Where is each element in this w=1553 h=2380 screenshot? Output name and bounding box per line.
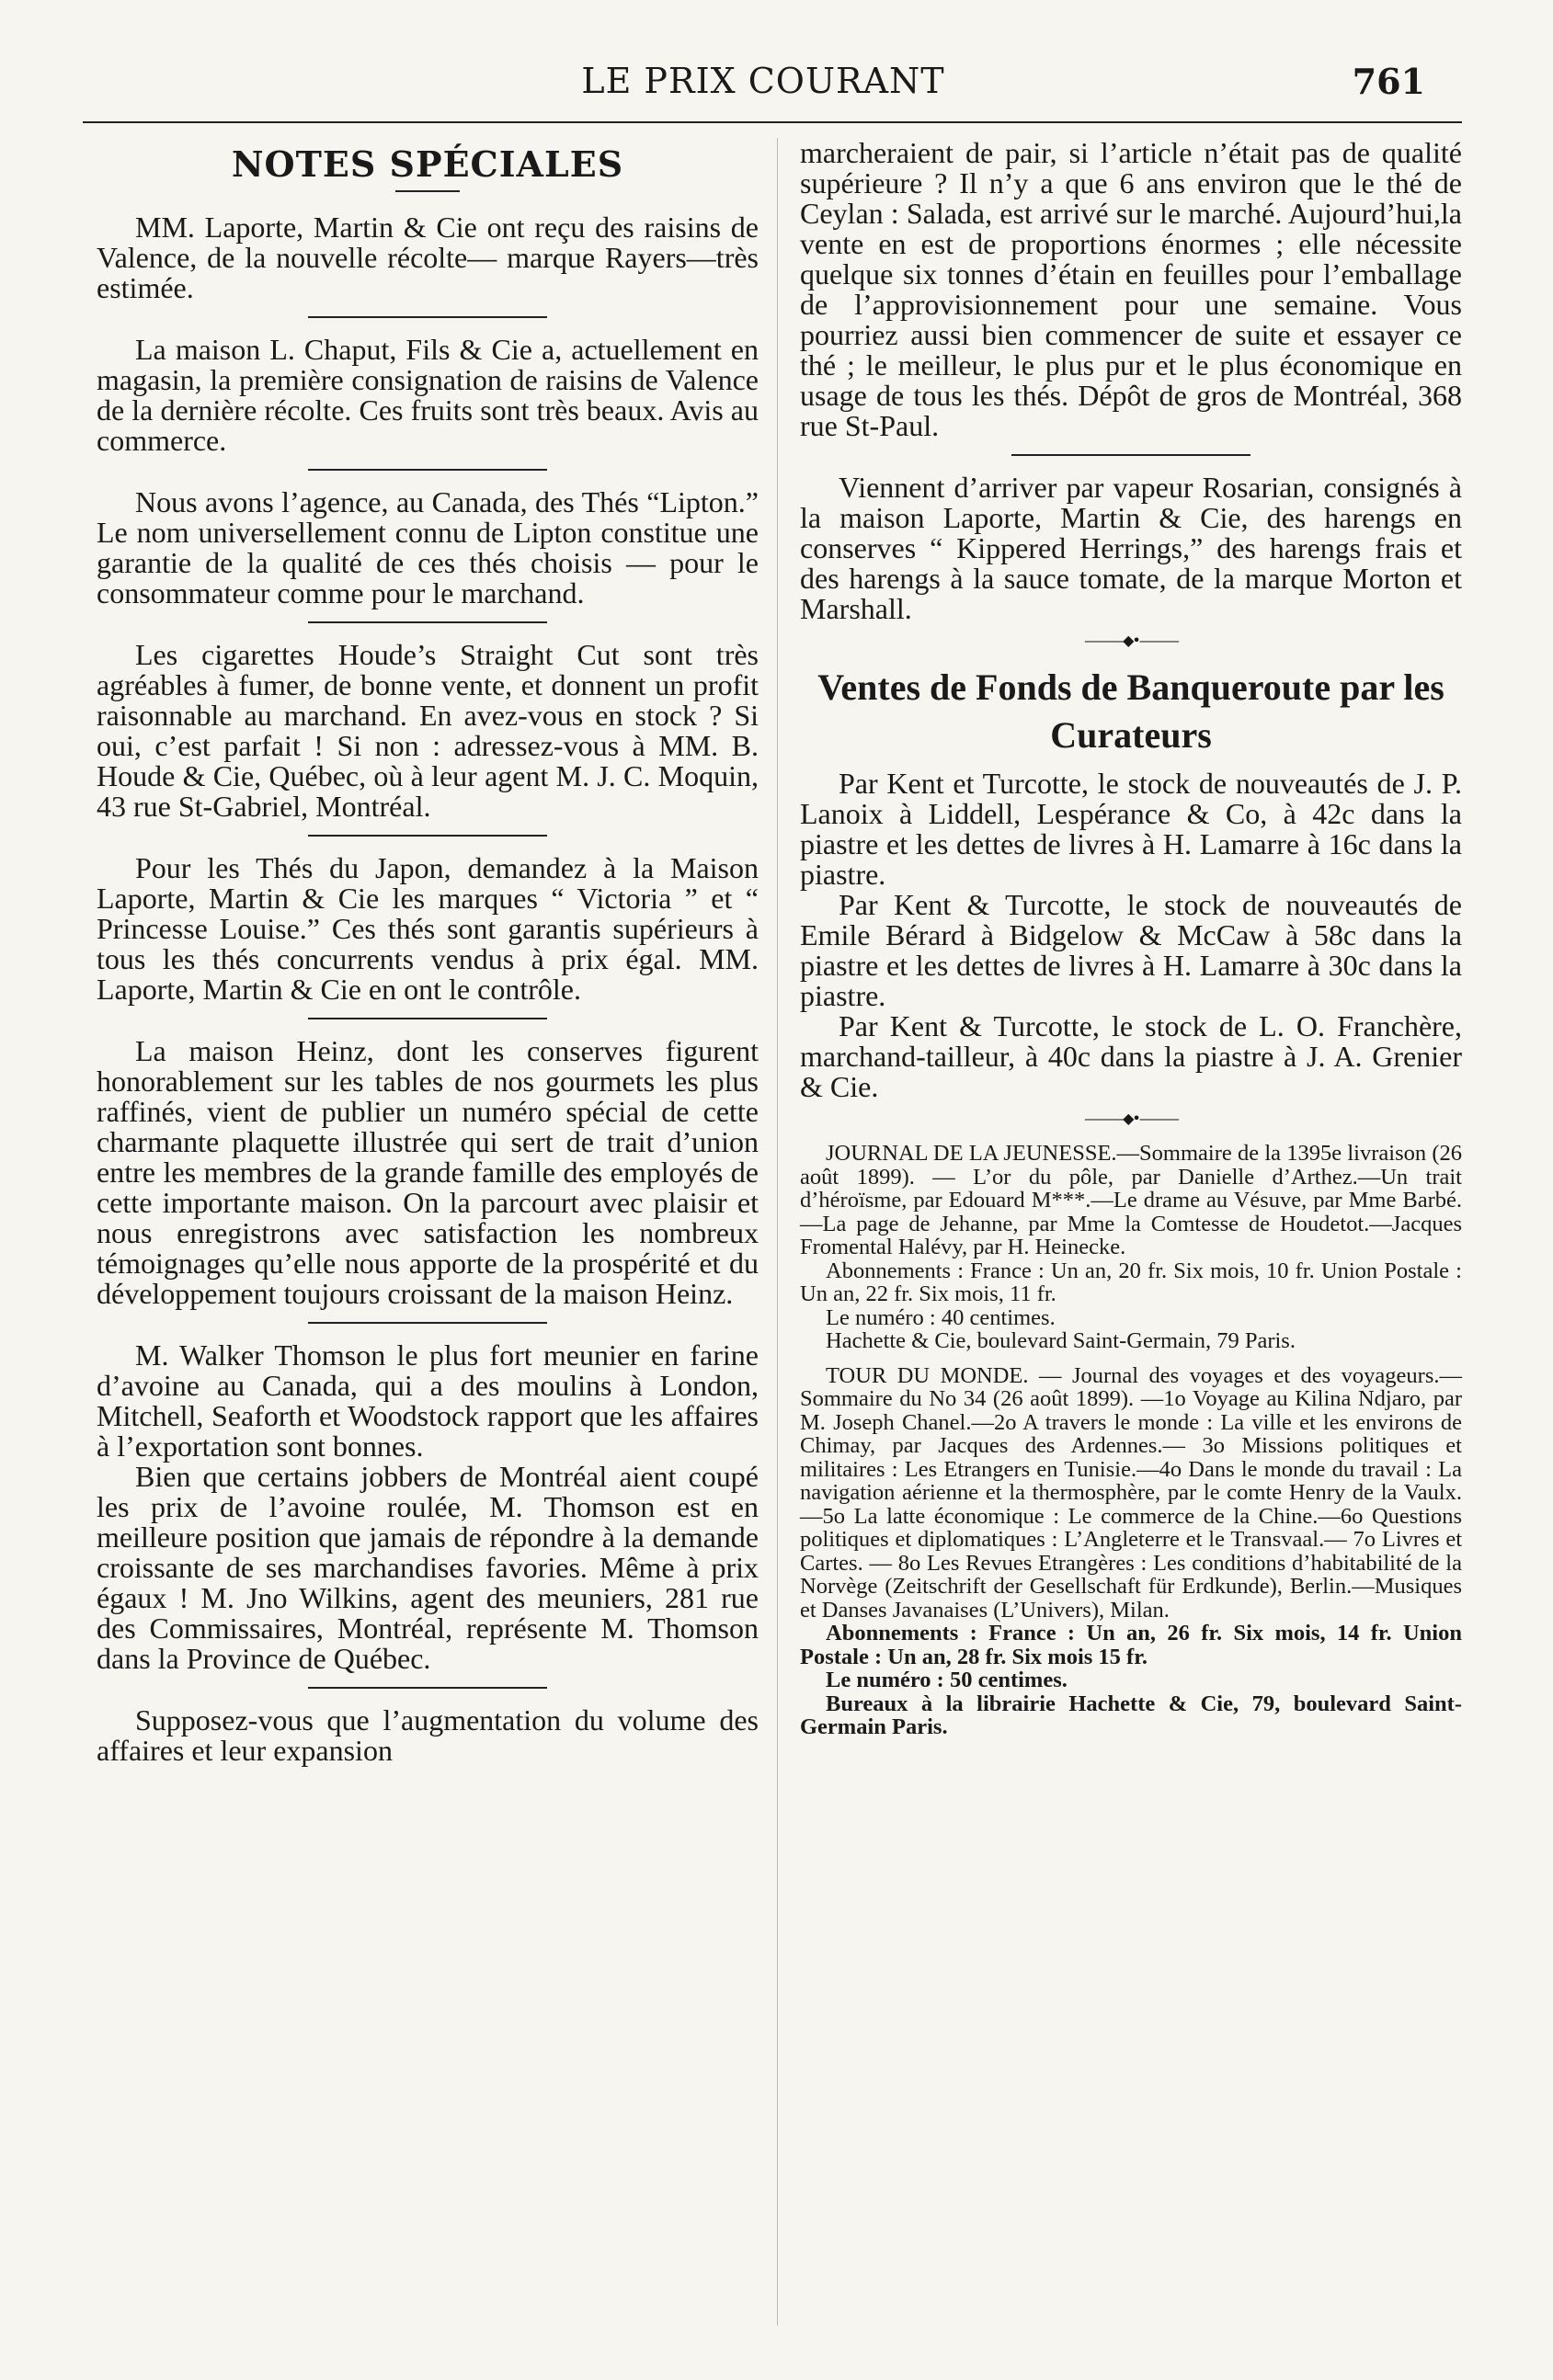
journal-title: LE PRIX COURANT — [581, 61, 945, 101]
header-rule — [83, 121, 1462, 123]
separator-rule — [308, 316, 547, 318]
separator-rule — [1011, 454, 1250, 456]
page-header — [83, 55, 1444, 110]
note-paragraph: La maison L. Chaput, Fils & Cie a, actuellement en magasin, la première consignation de raisins de Valence de la dernière récolte. Ces fruits sont très beaux. Avis au commerce. — [97, 333, 759, 457]
sale-paragraph: Par Kent & Turcotte, le stock de L. O. Franchère, marchand-tailleur, à 40c dans la piastre à J. A. Grenier & Cie. — [800, 1009, 1462, 1103]
tour-summary: TOUR DU MONDE. — Journal des voyages et des voyageurs.—Sommaire du No 34 (26 août 1899). —1o Voyage au Kilina Ndjaro, par M. Joseph Chanel.—2o A travers le monde : La ville et les environs de Chimay, par Jacques des Ardennes.— 3o Missions politiques et militaires : Les Etrangers en Tunisie.—4o Dans le monde du travail : La navigation aérienne et la thermosphère, par le comte Henry de la Vaulx.—5o La latte économique : Le commerce de la Chine.—6o Questions politiques et diplomatiques : L’Angleterre et le Transvaal.— 7o Livres et Cartes. — 8o Les Revues Etrangères : Les conditions d’habitabilité de la Norvège (Zeitschrift der Gesellschaft für Erdkunde), Berlin.—Musiques et Danses Javanaises (L’Univers), Milan. — [800, 1362, 1462, 1623]
separator-rule — [308, 469, 547, 471]
separator-rule — [308, 1018, 547, 1019]
note-paragraph-continued: marcheraient de pair, si l’article n’était pas de qualité supérieure ? Il n’y a que 6 ans environ que le thé de Ceylan : Salada, est arrivé sur le marché. Aujourd’hui,la vente en est de proportions énormes ; elle nécessite quelque six tonnes d’étain en feuilles pour l’emballage de l’approvisionnement pour une semaine. Vous pourriez aussi bien commencer de suite et essayer ce thé ; le meilleur, le plus pur et le plus économique en usage de tous les thés. Dépôt de gros de Montréal, 368 rue St-Paul. — [800, 136, 1462, 442]
separator-rule — [308, 835, 547, 837]
section-title-banqueroute: Ventes de Fonds de Banqueroute par les Curateurs — [817, 666, 1445, 756]
right-column — [800, 138, 1462, 1739]
separator-rule — [308, 621, 547, 623]
tour-issue-price: Le numéro : 50 centimes. — [826, 1668, 1068, 1692]
journal-issue-price: Le numéro : 40 centimes. — [826, 1304, 1056, 1330]
sale-paragraph: Par Kent & Turcotte, le stock de nouveautés de Emile Bérard à Bidgelow & McCaw à 58c dans la piastre et les dettes de livres à H. Lamarre à 30c dans la piastre. — [800, 888, 1462, 1012]
tour-publisher: Bureaux à la librairie Hachette & Cie, 79, boulevard Saint-Germain Paris. — [800, 1691, 1462, 1739]
note-paragraph: Nous avons l’agence, au Canada, des Thés “Lipton.” Le nom universellement connu de Lipton constitue une garantie de la qualité de ces thés choisis — pour le consommateur comme pour le marchand. — [97, 485, 759, 609]
note-paragraph: Pour les Thés du Japon, demandez à la Maison Laporte, Martin & Cie les marques “ Victoria ” et “ Princesse Louise.” Ces thés sont garantis supérieurs à tous les thés concurrents vendus à prix égal. MM. Laporte, Martin & Cie en ont le contrôle. — [97, 851, 759, 1006]
title-rule — [395, 190, 460, 192]
column-divider — [777, 138, 778, 2326]
note-paragraph: La maison Heinz, dont les conserves figurent honorablement sur les tables de nos gourmets les plus raffinés, vient de publier un numéro spécial de cette charmante plaquette illustrée qui sert de trait d’union entre les membres de la grande famille des employés de cette importante maison. On la parcourt avec plaisir et nous enregistrons avec satisfaction les nombreux témoignages qu’elle nous apporte de la prospérité et du développement toujours croissant de la maison Heinz. — [97, 1034, 759, 1310]
journal-subscriptions: Abonnements : France : Un an, 20 fr. Six mois, 10 fr. Union Postale : Un an, 22 fr. Six mois, 11 fr. — [800, 1258, 1462, 1306]
page-number: 761 — [1352, 61, 1425, 102]
note-paragraph: Supposez-vous que l’augmentation du volume des affaires et leur expansion — [97, 1703, 759, 1767]
note-paragraph: M. Walker Thomson le plus fort meunier en farine d’avoine au Canada, qui a des moulins à London, Mitchell, Seaforth et Woodstock rapport que les affaires à l’exportation sont bonnes. — [97, 1338, 759, 1463]
note-paragraph: MM. Laporte, Martin & Cie ont reçu des raisins de Valence, de la nouvelle récolte— marque Rayers—très estimée. — [97, 211, 759, 304]
note-paragraph: Viennent d’arriver par vapeur Rosarian, consignés à la maison Laporte, Martin & Cie, des harengs en conserves “ Kippered Herrings,” des harengs frais et des harengs à la sauce tomate, de la marque Morton et Marshall. — [800, 471, 1462, 625]
ornament-divider: ———◆•——— — [1084, 632, 1178, 649]
section-title-notes: NOTES SPÉCIALES — [231, 143, 624, 185]
tour-subscriptions: Abonnements : France : Un an, 26 fr. Six mois, 14 fr. Union Postale : Un an, 28 fr. Six mois 15 fr. — [800, 1621, 1462, 1669]
journal-summary: JOURNAL DE LA JEUNESSE.—Sommaire de la 1395e livraison (26 août 1899). — L’or du pôle, par Danielle d’Arthez.—Un trait d’héroïsme, par Edouard M***.—Le drame au Vésuve, par Mme Barbé.—La page de Jehanne, par Mme la Comtesse de Houdetot.—Jacques Fromental Halévy, par H. Heinecke. — [800, 1141, 1462, 1259]
separator-rule — [308, 1322, 547, 1324]
note-paragraph: Les cigarettes Houde’s Straight Cut sont très agréables à fumer, de bonne vente, et donnent un profit raisonnable au marchand. En avez-vous en stock ? Si oui, c’est parfait ! Si non : adressez-vous à MM. B. Houde & Cie, Québec, où à leur agent M. J. C. Moquin, 43 rue St-Gabriel, Montréal. — [97, 638, 759, 823]
separator-rule — [308, 1687, 547, 1689]
left-column — [97, 138, 759, 1766]
note-paragraph: Bien que certains jobbers de Montréal aient coupé les prix de l’avoine roulée, M. Thomson est en meilleure position que jamais de répondre à la demande croissante de ses marchandises favories. Même à prix égaux ! M. Jno Wilkins, agent des meuniers, 281 rue des Commissaires, Montréal, représente M. Thomson dans la Province de Québec. — [97, 1460, 759, 1675]
spacer — [800, 1353, 1462, 1364]
sale-paragraph: Par Kent et Turcotte, le stock de nouveautés de J. P. Lanoix à Liddell, Lespérance & Co, à 42c dans la piastre et les dettes de livres à H. Lamarre à 16c dans la piastre. — [800, 767, 1462, 891]
journal-publisher: Hachette & Cie, boulevard Saint-Germain, 79 Paris. — [826, 1328, 1296, 1353]
ornament-divider: ———◆•——— — [1084, 1110, 1178, 1127]
